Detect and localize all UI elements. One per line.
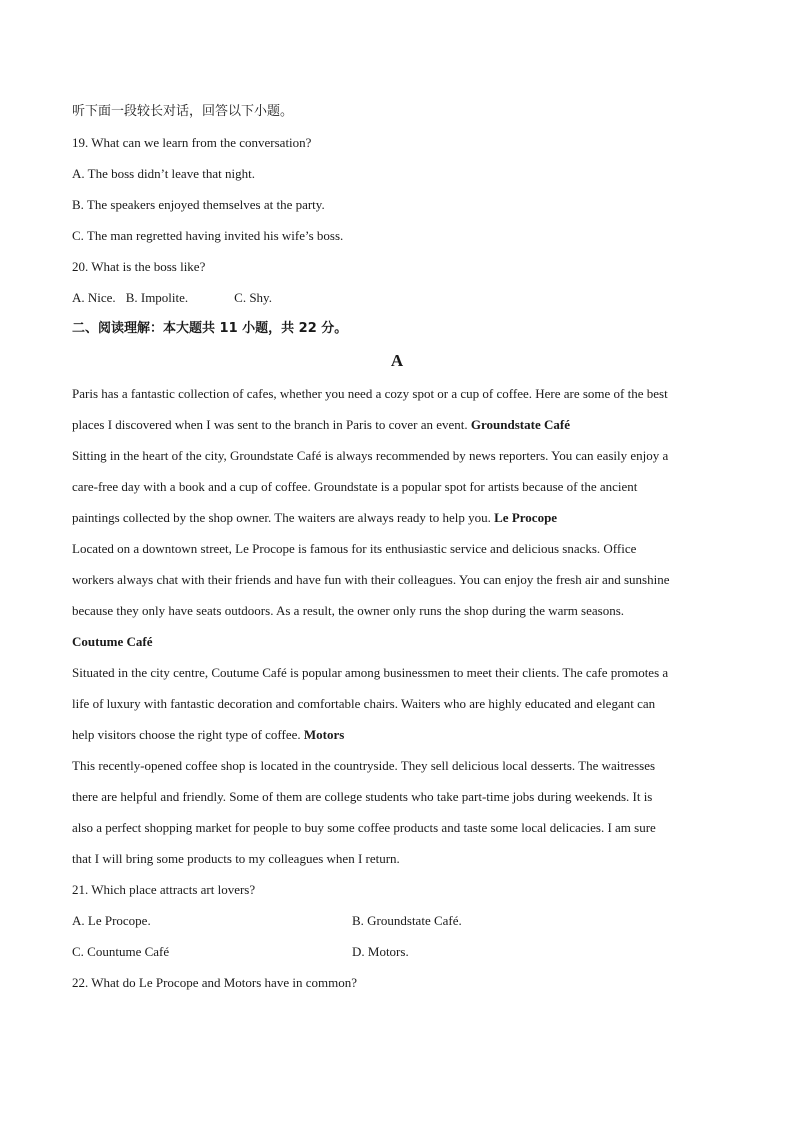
passage-line xyxy=(72,750,722,781)
question-19-option-c: C. The man regretted having invited his wife’s boss. xyxy=(72,228,344,243)
passage-line-text: places I discovered when I was sent to the branch in Paris to cover an event. xyxy=(72,417,471,432)
passage-line-text: life of luxury with fantastic decoration and comfortable chairs. Waiters who are highly educated and elegant can xyxy=(72,696,656,711)
passage-line-text: Located on a downtown street, Le Procope is famous for its enthusiastic service and delicious snacks. Office xyxy=(72,541,637,556)
listening-instruction: 听下面一段较长对话，回答以下小题。 xyxy=(72,104,294,119)
question-21-options-row-2 xyxy=(72,936,722,967)
question-21-option-a: A. Le Procope. xyxy=(72,913,151,928)
passage-line xyxy=(72,688,722,719)
passage-line xyxy=(72,378,722,409)
document-page xyxy=(72,96,722,998)
cafe-heading: Motors xyxy=(303,727,345,742)
passage-line xyxy=(72,595,722,626)
passage-line xyxy=(72,626,722,657)
passage-line xyxy=(72,502,722,533)
passage-line xyxy=(72,657,722,688)
reading-section-heading: 二、阅读理解：本大题共 11 小题，共 22 分。 xyxy=(72,321,348,336)
cafe-heading: Le Procope xyxy=(494,510,558,525)
passage-line-text: Sitting in the heart of the city, Groundstate Café is always recommended by news reporters. You can easily enjoy a xyxy=(72,448,669,463)
passage-line-text: paintings collected by the shop owner. The waiters are always ready to help you. xyxy=(72,510,495,525)
passage-line-text: care-free day with a book and a cup of coffee. Groundstate is a popular spot for artists because of the ancient xyxy=(72,479,638,494)
passage-body xyxy=(72,378,722,874)
passage-line-text: workers always chat with their friends and have fun with their colleagues. You can enjoy the fresh air and sunshine xyxy=(72,572,670,587)
passage-line-text: also a perfect shopping market for people to buy some coffee products and taste some local delicacies. I am sure xyxy=(72,820,656,835)
passage-line-text: there are helpful and friendly. Some of them are college students who take part-time jobs during weekends. It is xyxy=(72,789,653,804)
question-20-stem: 20. What is the boss like? xyxy=(72,259,206,274)
passage-line-text: help visitors choose the right type of coffee. xyxy=(72,727,304,742)
question-19-stem: 19. What can we learn from the conversation? xyxy=(72,135,312,150)
passage-line-text: Situated in the city centre, Coutume Café is popular among businessmen to meet their clients. The cafe promotes a xyxy=(72,665,669,680)
cafe-heading: Coutume Café xyxy=(72,634,153,649)
question-21-option-b: B. Groundstate Café. xyxy=(352,913,462,928)
question-20-option-c: C. Shy. xyxy=(234,290,272,305)
question-19-option-a: A. The boss didn’t leave that night. xyxy=(72,166,255,181)
question-20-options xyxy=(72,282,722,313)
cafe-heading: Groundstate Café xyxy=(470,417,570,432)
question-21-option-d: D. Motors. xyxy=(352,944,409,959)
question-20-option-b: B. Impolite. xyxy=(125,290,189,305)
passage-line xyxy=(72,409,722,440)
passage-line xyxy=(72,440,722,471)
passage-line-text: because they only have seats outdoors. As a result, the owner only runs the shop during the warm seasons. xyxy=(72,603,625,618)
question-19-option-b: B. The speakers enjoyed themselves at the party. xyxy=(72,197,325,212)
question-21-options-row-1 xyxy=(72,905,722,936)
passage-line xyxy=(72,843,722,874)
passage-line-text: that I will bring some products to my colleagues when I return. xyxy=(72,851,400,866)
passage-line xyxy=(72,533,722,564)
passage-line xyxy=(72,719,722,750)
question-21-option-c: C. Countume Café xyxy=(72,944,170,959)
passage-title: A xyxy=(390,351,404,370)
passage-line-text: Paris has a fantastic collection of cafes, whether you need a cozy spot or a cup of coffee. Here are some of the best xyxy=(72,386,668,401)
passage-line xyxy=(72,471,722,502)
passage-line xyxy=(72,564,722,595)
question-22-stem: 22. What do Le Procope and Motors have in common? xyxy=(72,975,357,990)
passage-line xyxy=(72,781,722,812)
passage-line-text: This recently-opened coffee shop is located in the countryside. They sell delicious local desserts. The waitresses xyxy=(72,758,656,773)
question-20-option-a: A. Nice. xyxy=(72,290,116,305)
passage-line xyxy=(72,812,722,843)
question-21-stem: 21. Which place attracts art lovers? xyxy=(72,882,256,897)
